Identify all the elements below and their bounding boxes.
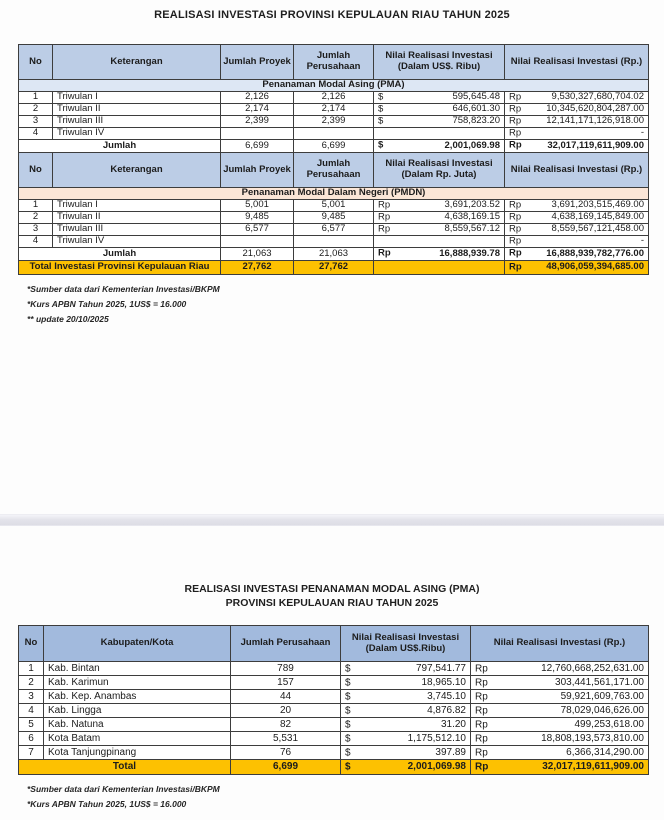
cell-kabupaten-kota: Kota Batam <box>44 732 231 746</box>
cell-jumlah-perusahaan: 789 <box>231 662 341 676</box>
table-row <box>19 704 649 718</box>
cell-jumlah-perusahaan: 6,699 <box>294 140 374 153</box>
cell-jumlah-perusahaan: 157 <box>231 676 341 690</box>
currency-symbol: Rp <box>509 199 522 211</box>
footnote: *Kurs APBN Tahun 2025, 1US$ = 16.000 <box>27 799 187 809</box>
currency-symbol: Rp <box>509 127 522 139</box>
cell-jumlah-proyek: 6,577 <box>221 224 294 236</box>
cell-no: 2 <box>19 676 44 690</box>
column-header: No <box>19 626 44 662</box>
currency-symbol: Rp <box>475 662 488 674</box>
cell-keterangan: Triwulan IV <box>53 236 221 248</box>
currency-value: 4,638,169,145,849.00 <box>551 211 644 223</box>
currency-value: 31.20 <box>440 718 466 730</box>
cell-jumlah-perusahaan: 44 <box>231 690 341 704</box>
currency-symbol: Rp <box>509 223 522 235</box>
currency-symbol: Rp <box>475 732 488 744</box>
currency-cell <box>471 704 649 718</box>
currency-value: 8,559,567,121,458.00 <box>551 223 644 235</box>
currency-symbol: Rp <box>475 718 488 730</box>
currency-value: 32,017,119,611,909.00 <box>542 761 644 773</box>
cell-jumlah-perusahaan <box>294 236 374 248</box>
currency-cell <box>341 732 471 746</box>
table-row <box>19 676 649 690</box>
currency-cell <box>341 676 471 690</box>
currency-cell <box>341 704 471 718</box>
footnote: *Sumber data dari Kementerian Investasi/BKPM <box>27 784 220 794</box>
currency-cell <box>505 248 649 261</box>
cell-no: 4 <box>19 236 53 248</box>
currency-cell <box>505 212 649 224</box>
page2-title-line2: PROVINSI KEPULAUAN RIAU TAHUN 2025 <box>225 597 439 609</box>
cell-keterangan: Triwulan III <box>53 224 221 236</box>
footnote: *Sumber data dari Kementerian Investasi/BKPM <box>27 284 220 294</box>
table-row <box>19 718 649 732</box>
cell-jumlah-proyek: 2,126 <box>221 92 294 104</box>
cell-jumlah-label: Jumlah <box>19 248 221 261</box>
investment-summary-table-body <box>19 45 649 275</box>
currency-value: 4,876.82 <box>427 704 466 716</box>
cell-no: 5 <box>19 718 44 732</box>
currency-cell <box>374 116 505 128</box>
page1-footnotes <box>27 282 664 327</box>
cell-no: 4 <box>19 128 53 140</box>
column-header: Nilai Realisasi Investasi (Dalam US$. Ribu) <box>374 45 505 80</box>
cell-keterangan: Triwulan III <box>53 116 221 128</box>
cell-jumlah-proyek: 2,174 <box>221 104 294 116</box>
table-row <box>19 662 649 676</box>
currency-cell <box>341 746 471 760</box>
cell-jumlah-proyek: 5,001 <box>221 200 294 212</box>
cell-no: 1 <box>19 92 53 104</box>
cell-jumlah-perusahaan: 76 <box>231 746 341 760</box>
section-label: Penanaman Modal Asing (PMA) <box>19 80 649 92</box>
currency-value: 9,530,327,680,704.02 <box>551 91 644 103</box>
currency-value: 2,001,069.98 <box>444 139 500 151</box>
cell-keterangan: Triwulan II <box>53 212 221 224</box>
currency-symbol: Rp <box>509 103 522 115</box>
currency-cell <box>341 760 471 775</box>
cell-no: 3 <box>19 116 53 128</box>
currency-symbol: Rp <box>378 211 391 223</box>
table-row <box>19 746 649 760</box>
cell-no: 2 <box>19 212 53 224</box>
currency-symbol: Rp <box>378 247 391 259</box>
table-row <box>19 690 649 704</box>
currency-symbol: Rp <box>509 247 522 259</box>
cell-jumlah-perusahaan: 6,577 <box>294 224 374 236</box>
column-header: Nilai Realisasi Investasi (Dalam Rp. Juta) <box>374 153 505 188</box>
column-header: Nilai Realisasi Investasi (Rp.) <box>471 626 649 662</box>
currency-value: 397.89 <box>435 746 466 758</box>
currency-cell <box>505 224 649 236</box>
cell-kabupaten-kota: Kab. Karimun <box>44 676 231 690</box>
page-separator <box>0 514 664 526</box>
currency-cell <box>374 92 505 104</box>
cell-jumlah-perusahaan: 82 <box>231 718 341 732</box>
cell-jumlah-perusahaan: 21,063 <box>294 248 374 261</box>
currency-symbol: $ <box>345 761 351 773</box>
currency-cell <box>374 236 505 248</box>
currency-value: 3,691,203,515,469.00 <box>551 199 644 211</box>
currency-value: 303,441,561,171.00 <box>555 676 644 688</box>
currency-symbol: Rp <box>509 91 522 103</box>
currency-value: 16,888,939.78 <box>439 247 500 259</box>
currency-symbol: $ <box>378 139 384 151</box>
cell-jumlah-proyek: 27,762 <box>221 261 294 275</box>
column-header: No <box>19 45 53 80</box>
column-header: Keterangan <box>53 45 221 80</box>
currency-cell <box>505 128 649 140</box>
table-row <box>19 104 649 116</box>
column-header: Jumlah Perusahaan <box>294 45 374 80</box>
currency-value: 12,760,668,252,631.00 <box>541 662 644 674</box>
cell-kabupaten-kota: Kab. Lingga <box>44 704 231 718</box>
currency-symbol: Rp <box>475 746 488 758</box>
currency-value: 32,017,119,611,909.00 <box>547 139 644 151</box>
currency-value: 797,541.77 <box>415 662 466 674</box>
pma-by-region-table <box>18 625 649 775</box>
footnote: *Kurs APBN Tahun 2025, 1US$ = 16.000 <box>27 299 187 309</box>
currency-cell <box>505 200 649 212</box>
currency-value: 3,745.10 <box>427 690 466 702</box>
table-row <box>19 212 649 224</box>
cell-jumlah-proyek <box>221 236 294 248</box>
currency-symbol: $ <box>345 704 351 716</box>
cell-no: 1 <box>19 200 53 212</box>
cell-jumlah-perusahaan: 2,126 <box>294 92 374 104</box>
table-row <box>19 200 649 212</box>
currency-value: 758,823.20 <box>452 115 500 127</box>
currency-cell <box>471 676 649 690</box>
currency-value: 18,965.10 <box>421 676 466 688</box>
header-row <box>19 626 649 662</box>
cell-no: 4 <box>19 704 44 718</box>
cell-jumlah-perusahaan: 6,699 <box>231 760 341 775</box>
currency-cell <box>374 224 505 236</box>
cell-kabupaten-kota: Kab. Kep. Anambas <box>44 690 231 704</box>
cell-jumlah-proyek: 6,699 <box>221 140 294 153</box>
currency-cell <box>471 732 649 746</box>
cell-jumlah-proyek <box>221 128 294 140</box>
currency-symbol: Rp <box>509 235 522 247</box>
cell-no: 3 <box>19 224 53 236</box>
currency-cell <box>374 104 505 116</box>
currency-symbol: $ <box>345 718 351 730</box>
currency-cell <box>505 236 649 248</box>
footnote: ** update 20/10/2025 <box>27 314 109 324</box>
currency-symbol: $ <box>345 662 351 674</box>
cell-jumlah-perusahaan: 5,531 <box>231 732 341 746</box>
currency-value: 2,001,069.98 <box>407 761 466 773</box>
currency-value: 48,906,059,394,685.00 <box>546 261 644 273</box>
cell-total-label: Total <box>19 760 231 775</box>
currency-symbol: Rp <box>475 761 489 773</box>
currency-value: - <box>640 235 644 247</box>
currency-cell <box>471 718 649 732</box>
cell-kabupaten-kota: Kab. Natuna <box>44 718 231 732</box>
currency-cell <box>374 212 505 224</box>
column-header: Jumlah Perusahaan <box>294 153 374 188</box>
currency-symbol: $ <box>345 690 351 702</box>
cell-keterangan: Triwulan I <box>53 200 221 212</box>
page-2 <box>0 526 664 820</box>
subtotal-row <box>19 248 649 261</box>
cell-jumlah-perusahaan: 27,762 <box>294 261 374 275</box>
currency-cell <box>471 760 649 775</box>
currency-cell <box>341 690 471 704</box>
table-row <box>19 236 649 248</box>
table-row <box>19 92 649 104</box>
currency-symbol: Rp <box>475 676 488 688</box>
header-row <box>19 45 649 80</box>
currency-symbol: $ <box>345 676 351 688</box>
header-row <box>19 153 649 188</box>
cell-jumlah-proyek: 2,399 <box>221 116 294 128</box>
currency-cell <box>505 261 649 275</box>
currency-symbol: Rp <box>509 211 522 223</box>
currency-value: 595,645.48 <box>452 91 500 103</box>
pma-by-region-table-body <box>19 626 649 775</box>
cell-keterangan: Triwulan II <box>53 104 221 116</box>
subtotal-row <box>19 140 649 153</box>
cell-kabupaten-kota: Kab. Bintan <box>44 662 231 676</box>
table-row <box>19 128 649 140</box>
column-header: Nilai Realisasi Investasi (Rp.) <box>505 153 649 188</box>
cell-jumlah-perusahaan: 2,399 <box>294 116 374 128</box>
page2-title-line1: REALISASI INVESTASI PENANAMAN MODAL ASING (PMA) <box>184 583 480 595</box>
currency-cell <box>374 140 505 153</box>
currency-value: 6,366,314,290.00 <box>566 746 644 758</box>
cell-jumlah-label: Jumlah <box>19 140 221 153</box>
currency-cell <box>341 718 471 732</box>
cell-no: 6 <box>19 732 44 746</box>
column-header: No <box>19 153 53 188</box>
page2-footnotes <box>27 782 664 812</box>
cell-jumlah-perusahaan: 5,001 <box>294 200 374 212</box>
currency-cell <box>374 261 505 275</box>
page1-title: REALISASI INVESTASI PROVINSI KEPULAUAN RIAU TAHUN 2025 <box>154 9 510 21</box>
currency-symbol: Rp <box>509 139 522 151</box>
table-row <box>19 732 649 746</box>
currency-value: 59,921,609,763.00 <box>560 690 644 702</box>
currency-symbol: $ <box>378 115 384 127</box>
currency-value: 16,888,939,782,776.00 <box>546 247 644 259</box>
currency-cell <box>374 200 505 212</box>
currency-cell <box>471 690 649 704</box>
currency-symbol: Rp <box>509 261 522 273</box>
grand-total-row <box>19 760 649 775</box>
section-band-row <box>19 80 649 92</box>
section-band-row <box>19 188 649 200</box>
currency-value: 18,808,193,573,810.00 <box>541 732 644 744</box>
currency-cell <box>505 140 649 153</box>
cell-jumlah-proyek: 21,063 <box>221 248 294 261</box>
currency-symbol: Rp <box>509 115 522 127</box>
table-row <box>19 116 649 128</box>
cell-jumlah-proyek: 9,485 <box>221 212 294 224</box>
currency-cell <box>471 662 649 676</box>
currency-value: 3,691,203.52 <box>444 199 500 211</box>
cell-no: 1 <box>19 662 44 676</box>
currency-symbol: Rp <box>378 199 391 211</box>
cell-no: 2 <box>19 104 53 116</box>
column-header: Kabupaten/Kota <box>44 626 231 662</box>
currency-value: 646,601.30 <box>452 103 500 115</box>
currency-symbol: $ <box>378 103 384 115</box>
grand-total-row <box>19 261 649 275</box>
currency-symbol: Rp <box>378 223 391 235</box>
cell-no: 7 <box>19 746 44 760</box>
currency-cell <box>505 116 649 128</box>
cell-keterangan: Triwulan IV <box>53 128 221 140</box>
column-header: Jumlah Perusahaan <box>231 626 341 662</box>
currency-value: - <box>640 127 644 139</box>
currency-symbol: Rp <box>475 704 488 716</box>
cell-kabupaten-kota: Kota Tanjungpinang <box>44 746 231 760</box>
column-header: Jumlah Proyek <box>221 153 294 188</box>
currency-value: 1,175,512.10 <box>407 732 466 744</box>
currency-value: 78,029,046,626.00 <box>560 704 644 716</box>
currency-cell <box>374 248 505 261</box>
cell-total-label: Total Investasi Provinsi Kepulauan Riau <box>19 261 221 275</box>
section-label: Penanaman Modal Dalam Negeri (PMDN) <box>19 188 649 200</box>
cell-jumlah-perusahaan: 20 <box>231 704 341 718</box>
cell-jumlah-perusahaan <box>294 128 374 140</box>
cell-jumlah-perusahaan: 9,485 <box>294 212 374 224</box>
column-header: Nilai Realisasi Investasi (Rp.) <box>505 45 649 80</box>
cell-no: 3 <box>19 690 44 704</box>
currency-cell <box>374 128 505 140</box>
currency-cell <box>505 92 649 104</box>
cell-jumlah-perusahaan: 2,174 <box>294 104 374 116</box>
currency-value: 4,638,169.15 <box>444 211 500 223</box>
currency-value: 499,253,618.00 <box>574 718 644 730</box>
column-header: Jumlah Proyek <box>221 45 294 80</box>
investment-summary-table <box>18 44 649 275</box>
currency-cell <box>341 662 471 676</box>
currency-value: 10,345,620,804,287.00 <box>546 103 644 115</box>
currency-cell <box>471 746 649 760</box>
column-header: Nilai Realisasi Investasi (Dalam US$.Ribu) <box>341 626 471 662</box>
table-row <box>19 224 649 236</box>
cell-keterangan: Triwulan I <box>53 92 221 104</box>
currency-symbol: $ <box>345 746 351 758</box>
currency-value: 8,559,567.12 <box>444 223 500 235</box>
currency-symbol: Rp <box>475 690 488 702</box>
currency-symbol: $ <box>378 91 384 103</box>
currency-value: 12,141,171,126,918.00 <box>546 115 644 127</box>
currency-symbol: $ <box>345 732 351 744</box>
currency-cell <box>505 104 649 116</box>
column-header: Keterangan <box>53 153 221 188</box>
